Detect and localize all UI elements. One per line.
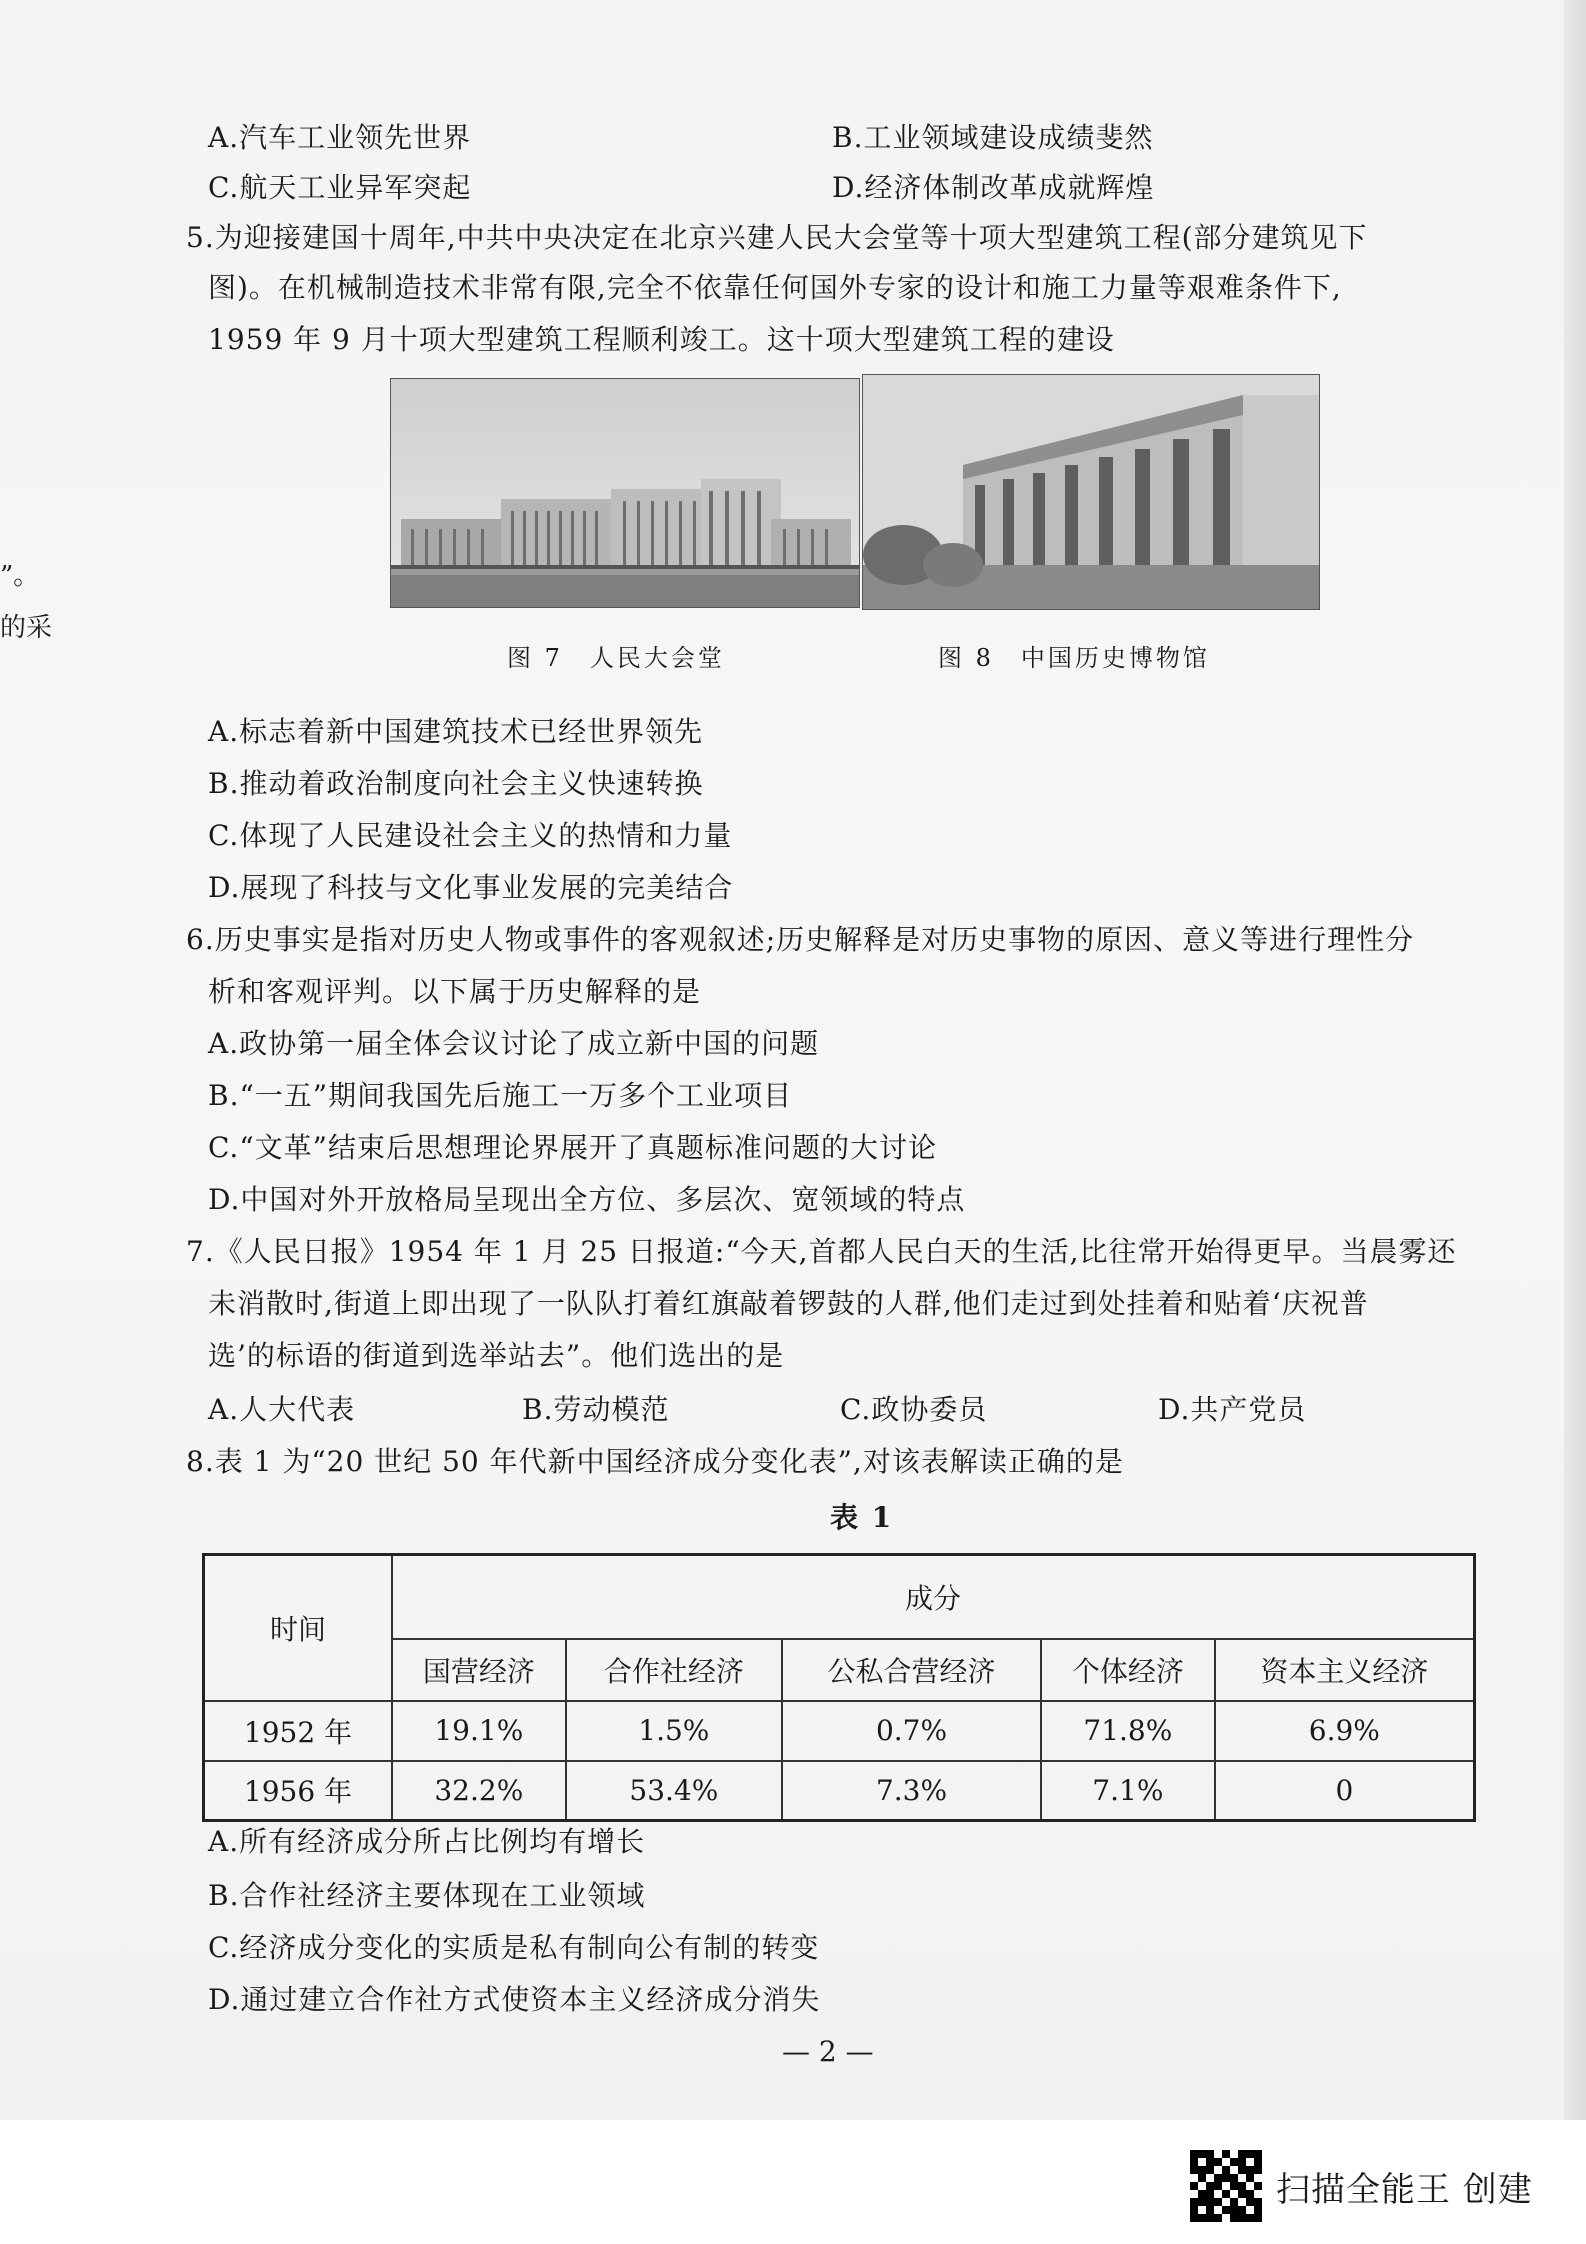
table-row bbox=[204, 1701, 1475, 1761]
great-hall-illustration bbox=[391, 379, 859, 607]
q7-option-b: B.劳动模范 bbox=[522, 1393, 670, 1426]
q6-option-b: B.“一五”期间我国先后施工一万多个工业项目 bbox=[208, 1079, 793, 1112]
table-col-header: 资本主义经济 bbox=[1215, 1639, 1475, 1701]
table-row bbox=[204, 1761, 1475, 1821]
q8-option-c: C.经济成分变化的实质是私有制向公有制的转变 bbox=[208, 1931, 820, 1964]
table-header-group: 成分 bbox=[392, 1555, 1475, 1639]
table-col-header: 合作社经济 bbox=[566, 1639, 782, 1701]
q5-stem-line1: 5.为迎接建国十周年,中共中央决定在北京兴建人民大会堂等十项大型建筑工程(部分建筑见下 bbox=[186, 221, 1368, 254]
q4-option-b: B.工业领域建设成绩斐然 bbox=[832, 121, 1154, 154]
table-cell: 0.7% bbox=[782, 1701, 1041, 1761]
economy-composition-table bbox=[202, 1553, 1476, 1822]
q6-stem-line2: 析和客观评判。以下属于历史解释的是 bbox=[208, 975, 702, 1008]
photo-great-hall bbox=[390, 378, 860, 608]
table-cell: 53.4% bbox=[566, 1761, 782, 1821]
table-col-header: 国营经济 bbox=[392, 1639, 566, 1701]
q8-option-a: A.所有经济成分所占比例均有增长 bbox=[208, 1825, 646, 1858]
table-cell: 7.1% bbox=[1041, 1761, 1215, 1821]
q5-stem-line2: 图)。在机械制造技术非常有限,完全不依靠任何国外专家的设计和施工力量等艰难条件下, bbox=[208, 271, 1342, 304]
q7-option-a: A.人大代表 bbox=[208, 1393, 356, 1426]
q8-option-d: D.通过建立合作社方式使资本主义经济成分消失 bbox=[208, 1983, 821, 2016]
q5-stem-line3: 1959 年 9 月十项大型建筑工程顺利竣工。这十项大型建筑工程的建设 bbox=[208, 323, 1115, 356]
figure8-caption: 图 8 中国历史博物馆 bbox=[938, 644, 1210, 672]
q7-option-d: D.共产党员 bbox=[1158, 1393, 1307, 1426]
margin-fragment-1: ”。 bbox=[0, 561, 40, 591]
q8-option-b: B.合作社经济主要体现在工业领域 bbox=[208, 1879, 646, 1912]
table-cell: 19.1% bbox=[392, 1701, 566, 1761]
q5-option-b: B.推动着政治制度向社会主义快速转换 bbox=[208, 767, 704, 800]
q7-stem-line2: 未消散时,街道上即出现了一队队打着红旗敲着锣鼓的人群,他们走过到处挂着和贴着‘庆祝普 bbox=[208, 1287, 1369, 1320]
q8-stem-line1: 8.表 1 为“20 世纪 50 年代新中国经济成分变化表”,对该表解读正确的是 bbox=[186, 1445, 1124, 1478]
q5-option-c: C.体现了人民建设社会主义的热情和力量 bbox=[208, 819, 733, 852]
table-cell: 71.8% bbox=[1041, 1701, 1215, 1761]
table-cell: 6.9% bbox=[1215, 1701, 1475, 1761]
table-row-year: 1956 年 bbox=[204, 1761, 393, 1821]
table-col-header: 公私合营经济 bbox=[782, 1639, 1041, 1701]
q7-stem-line1: 7.《人民日报》1954 年 1 月 25 日报道:“今天,首都人民白天的生活,比往常开始得更早。当晨雾还 bbox=[186, 1235, 1457, 1268]
q5-option-d: D.展现了科技与文化事业发展的完美结合 bbox=[208, 871, 734, 904]
qr-code-icon bbox=[1190, 2150, 1262, 2222]
q6-stem-line1: 6.历史事实是指对历史人物或事件的客观叙述;历史解释是对历史事物的原因、意义等进行理性分 bbox=[186, 923, 1415, 956]
page-number: — 2 — bbox=[782, 2035, 874, 2068]
table-title: 表 1 bbox=[830, 1501, 894, 1534]
q7-option-c: C.政协委员 bbox=[840, 1393, 988, 1426]
scan-edge bbox=[1564, 0, 1586, 2120]
table-cell: 1.5% bbox=[566, 1701, 782, 1761]
q4-option-a: A.汽车工业领先世界 bbox=[208, 121, 472, 154]
table-header-time: 时间 bbox=[204, 1555, 393, 1701]
table-cell: 7.3% bbox=[782, 1761, 1041, 1821]
q7-stem-line3: 选’的标语的街道到选举站去”。他们选出的是 bbox=[208, 1339, 785, 1372]
scanner-app-label: 扫描全能王 创建 bbox=[1276, 2169, 1533, 2210]
table-cell: 0 bbox=[1215, 1761, 1475, 1821]
q6-option-d: D.中国对外开放格局呈现出全方位、多层次、宽领域的特点 bbox=[208, 1183, 966, 1216]
figure7-caption: 图 7 人民大会堂 bbox=[507, 644, 725, 672]
q4-option-d: D.经济体制改革成就辉煌 bbox=[832, 171, 1155, 204]
table-cell: 32.2% bbox=[392, 1761, 566, 1821]
scanner-watermark bbox=[1190, 2150, 1533, 2222]
photo-history-museum bbox=[862, 374, 1320, 610]
q5-option-a: A.标志着新中国建筑技术已经世界领先 bbox=[208, 715, 704, 748]
table-row-year: 1952 年 bbox=[204, 1701, 393, 1761]
q6-option-c: C.“文革”结束后思想理论界展开了真题标准问题的大讨论 bbox=[208, 1131, 937, 1164]
margin-fragment-2: 的采 bbox=[0, 613, 53, 643]
table-col-header: 个体经济 bbox=[1041, 1639, 1215, 1701]
q4-option-c: C.航天工业异军突起 bbox=[208, 171, 472, 204]
q6-option-a: A.政协第一届全体会议讨论了成立新中国的问题 bbox=[208, 1027, 820, 1060]
history-museum-illustration bbox=[863, 375, 1319, 609]
